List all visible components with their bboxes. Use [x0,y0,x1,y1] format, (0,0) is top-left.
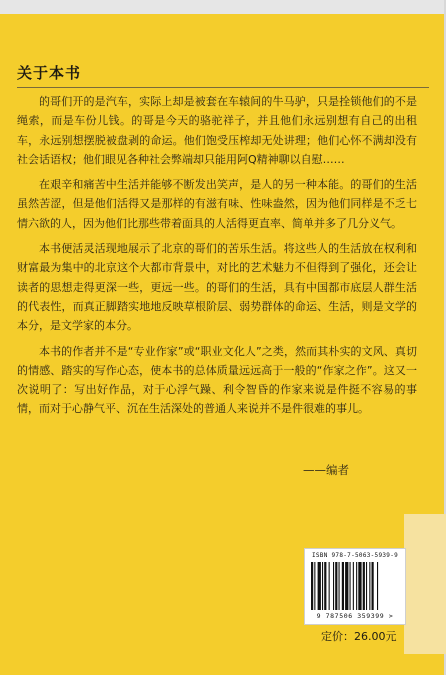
barcode-bar [377,562,378,610]
barcode-bar [335,562,337,610]
paragraph-2: 在艰辛和痛苦中生活并能够不断发出笑声，是人的另一种本能。的哥们的生活虽然苦涩，但是他们活得又是那样的有滋有味、性味盎然，因为他们同样是不乏七情六欲的人，因为他们比那些带着面具的人活得更直率、简单并多了几分义气。 [17,178,417,230]
barcode-bar [372,562,374,610]
barcode-bar [324,562,326,610]
barcode-digits: 9 787506 359399 > [316,612,394,620]
title-divider [17,87,429,88]
barcode-bar [363,562,365,610]
barcode-bar [333,562,334,610]
barcode-bar [342,562,344,610]
barcode-bar [366,562,367,610]
barcode-bar [350,562,351,610]
editor-signature: ——编者 [303,463,349,477]
barcode-bar [329,562,330,610]
paragraph-3: 本书便活灵活现地展示了北京的哥们的苦乐生活。将这些人的生活放在权利和财富最为集中的北京这个大都市背景中，对比的艺术魅力不但得到了强化，还会让读者的思想走得更深一些，更远一些。的哥们的生活，具有中国都市底层人群生活的代表性，而真正脚踏实地地反映草根阶层、弱势群体的命运、生活，则是文学的本分，是文学家的本分。 [17,242,417,333]
barcode-bar [356,562,357,610]
page-title: 关于本书 [17,64,82,82]
barcode-bar [353,562,354,610]
top-scan-border [0,0,446,14]
book-description [17,92,417,425]
barcode-bar [314,562,315,610]
price-label: 定价：26.00元 [321,630,397,643]
barcode-bar [339,562,340,610]
barcode-bar [369,562,370,610]
barcode-bar [345,562,348,610]
barcode-bar [311,562,313,610]
barcode-panel [304,548,406,625]
barcode-bar [318,562,321,610]
paragraph-1: 的哥们开的是汽车，实际上却是被套在车辕间的牛马驴，只是拴锁他们的不是绳索，而是车份儿钱。的哥是今天的骆驼祥子，并且他们永远别想有自己的出租车，永远别想摆脱被盘剥的命运。他们饱受压榨却无处讲理；他们心怀不满却没有社会话语权；他们眼见各种社会弊端却只能用阿Q精神聊以自慰…… [17,95,417,166]
isbn-label: ISBN 978-7-5063-5939-9 [311,552,399,559]
decorative-strip [404,514,446,654]
paragraph-4: 本书的作者并不是“专业作家”或“职业文化人”之类，然而其朴实的文风、真切的情感、踏实的写作心态，使本书的总体质量远远高于一般的“作家之作”。这又一次说明了：写出好作品，对于心浮气躁、利令智昏的作家来说是件挺不容易的事情，而对于心静气平、沉在生活深处的普通人来说并不是件很难的事儿。 [17,344,417,416]
barcode-icon [311,562,399,610]
barcode-bar [322,562,323,610]
barcode-bar [358,562,361,610]
